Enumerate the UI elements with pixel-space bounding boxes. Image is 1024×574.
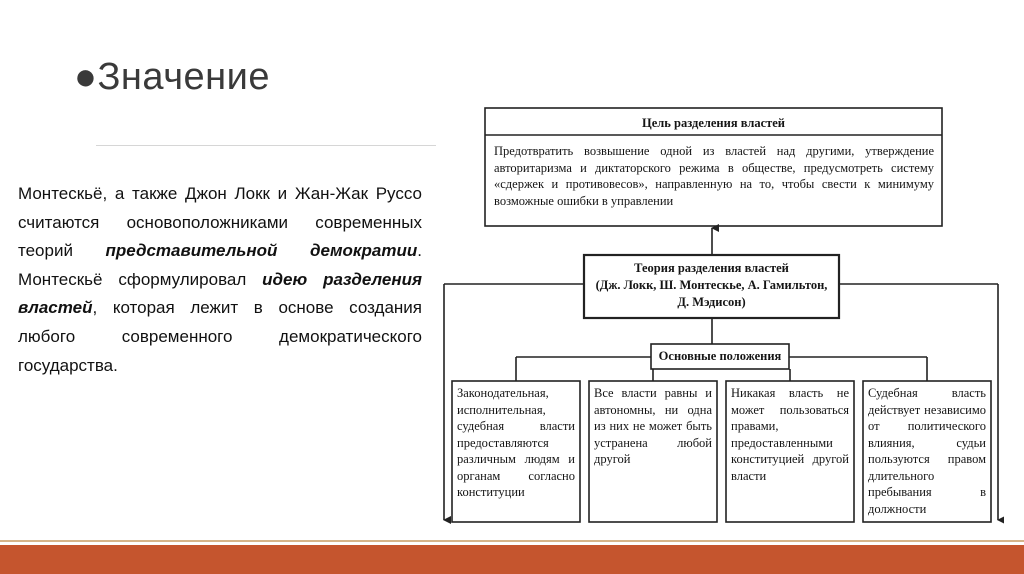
emphasis-separation-of-powers: идею разделения властей	[18, 269, 422, 318]
principles-label: Основные положения	[658, 349, 782, 363]
footer-accent-line	[0, 540, 1024, 542]
paragraph-text-1: Монтескьё, а также Джон Локк и Жан-Жак Руссо считаются основоположниками современных теорий	[18, 184, 422, 261]
body-paragraph	[18, 180, 422, 380]
title-divider	[96, 145, 436, 146]
emphasis-representative-democracy: представительной демократии	[105, 241, 418, 261]
col-text-3: Никакая власть не может пользоваться правами, предоставленными конституцией другой власти	[731, 386, 849, 483]
col-text-2: Все власти равны и автономны, ни одна из них не может быть устранена любой другой	[594, 386, 712, 466]
col-text-1: Законодательная, исполнительная, судебная власти предоставляются различным людям и органам согласно конституции	[457, 386, 575, 499]
separation-of-powers-diagram	[428, 92, 1004, 538]
paragraph-text-3: , которая лежит в основе создания любого современного демократического государства.	[18, 298, 422, 375]
slide-title: ●Значение	[74, 56, 270, 98]
goal-text: Предотвратить возвышение одной из властей над другими, утверждение авторитаризма и диктаторского режима в обществе, предусмотреть систему «сдержек и противовесов», направленную на то, чтобы свести к минимуму возможные ошибки в управлении	[494, 144, 934, 208]
goal-header: Цель разделения властей	[641, 116, 786, 130]
col-text-4: Судебная власть действует независимо от политического влияния, судьи пользуются правом длительного пребывания в должности	[868, 386, 986, 516]
footer-bar	[0, 545, 1024, 574]
theory-title: Теория разделения властей	[634, 261, 789, 275]
theory-authors: (Дж. Локк, Ш. Монтескье, А. Гамильтон, Д. Мэдисон)	[595, 278, 828, 309]
paragraph-text-2: . Монтескьё сформулировал	[18, 241, 422, 289]
